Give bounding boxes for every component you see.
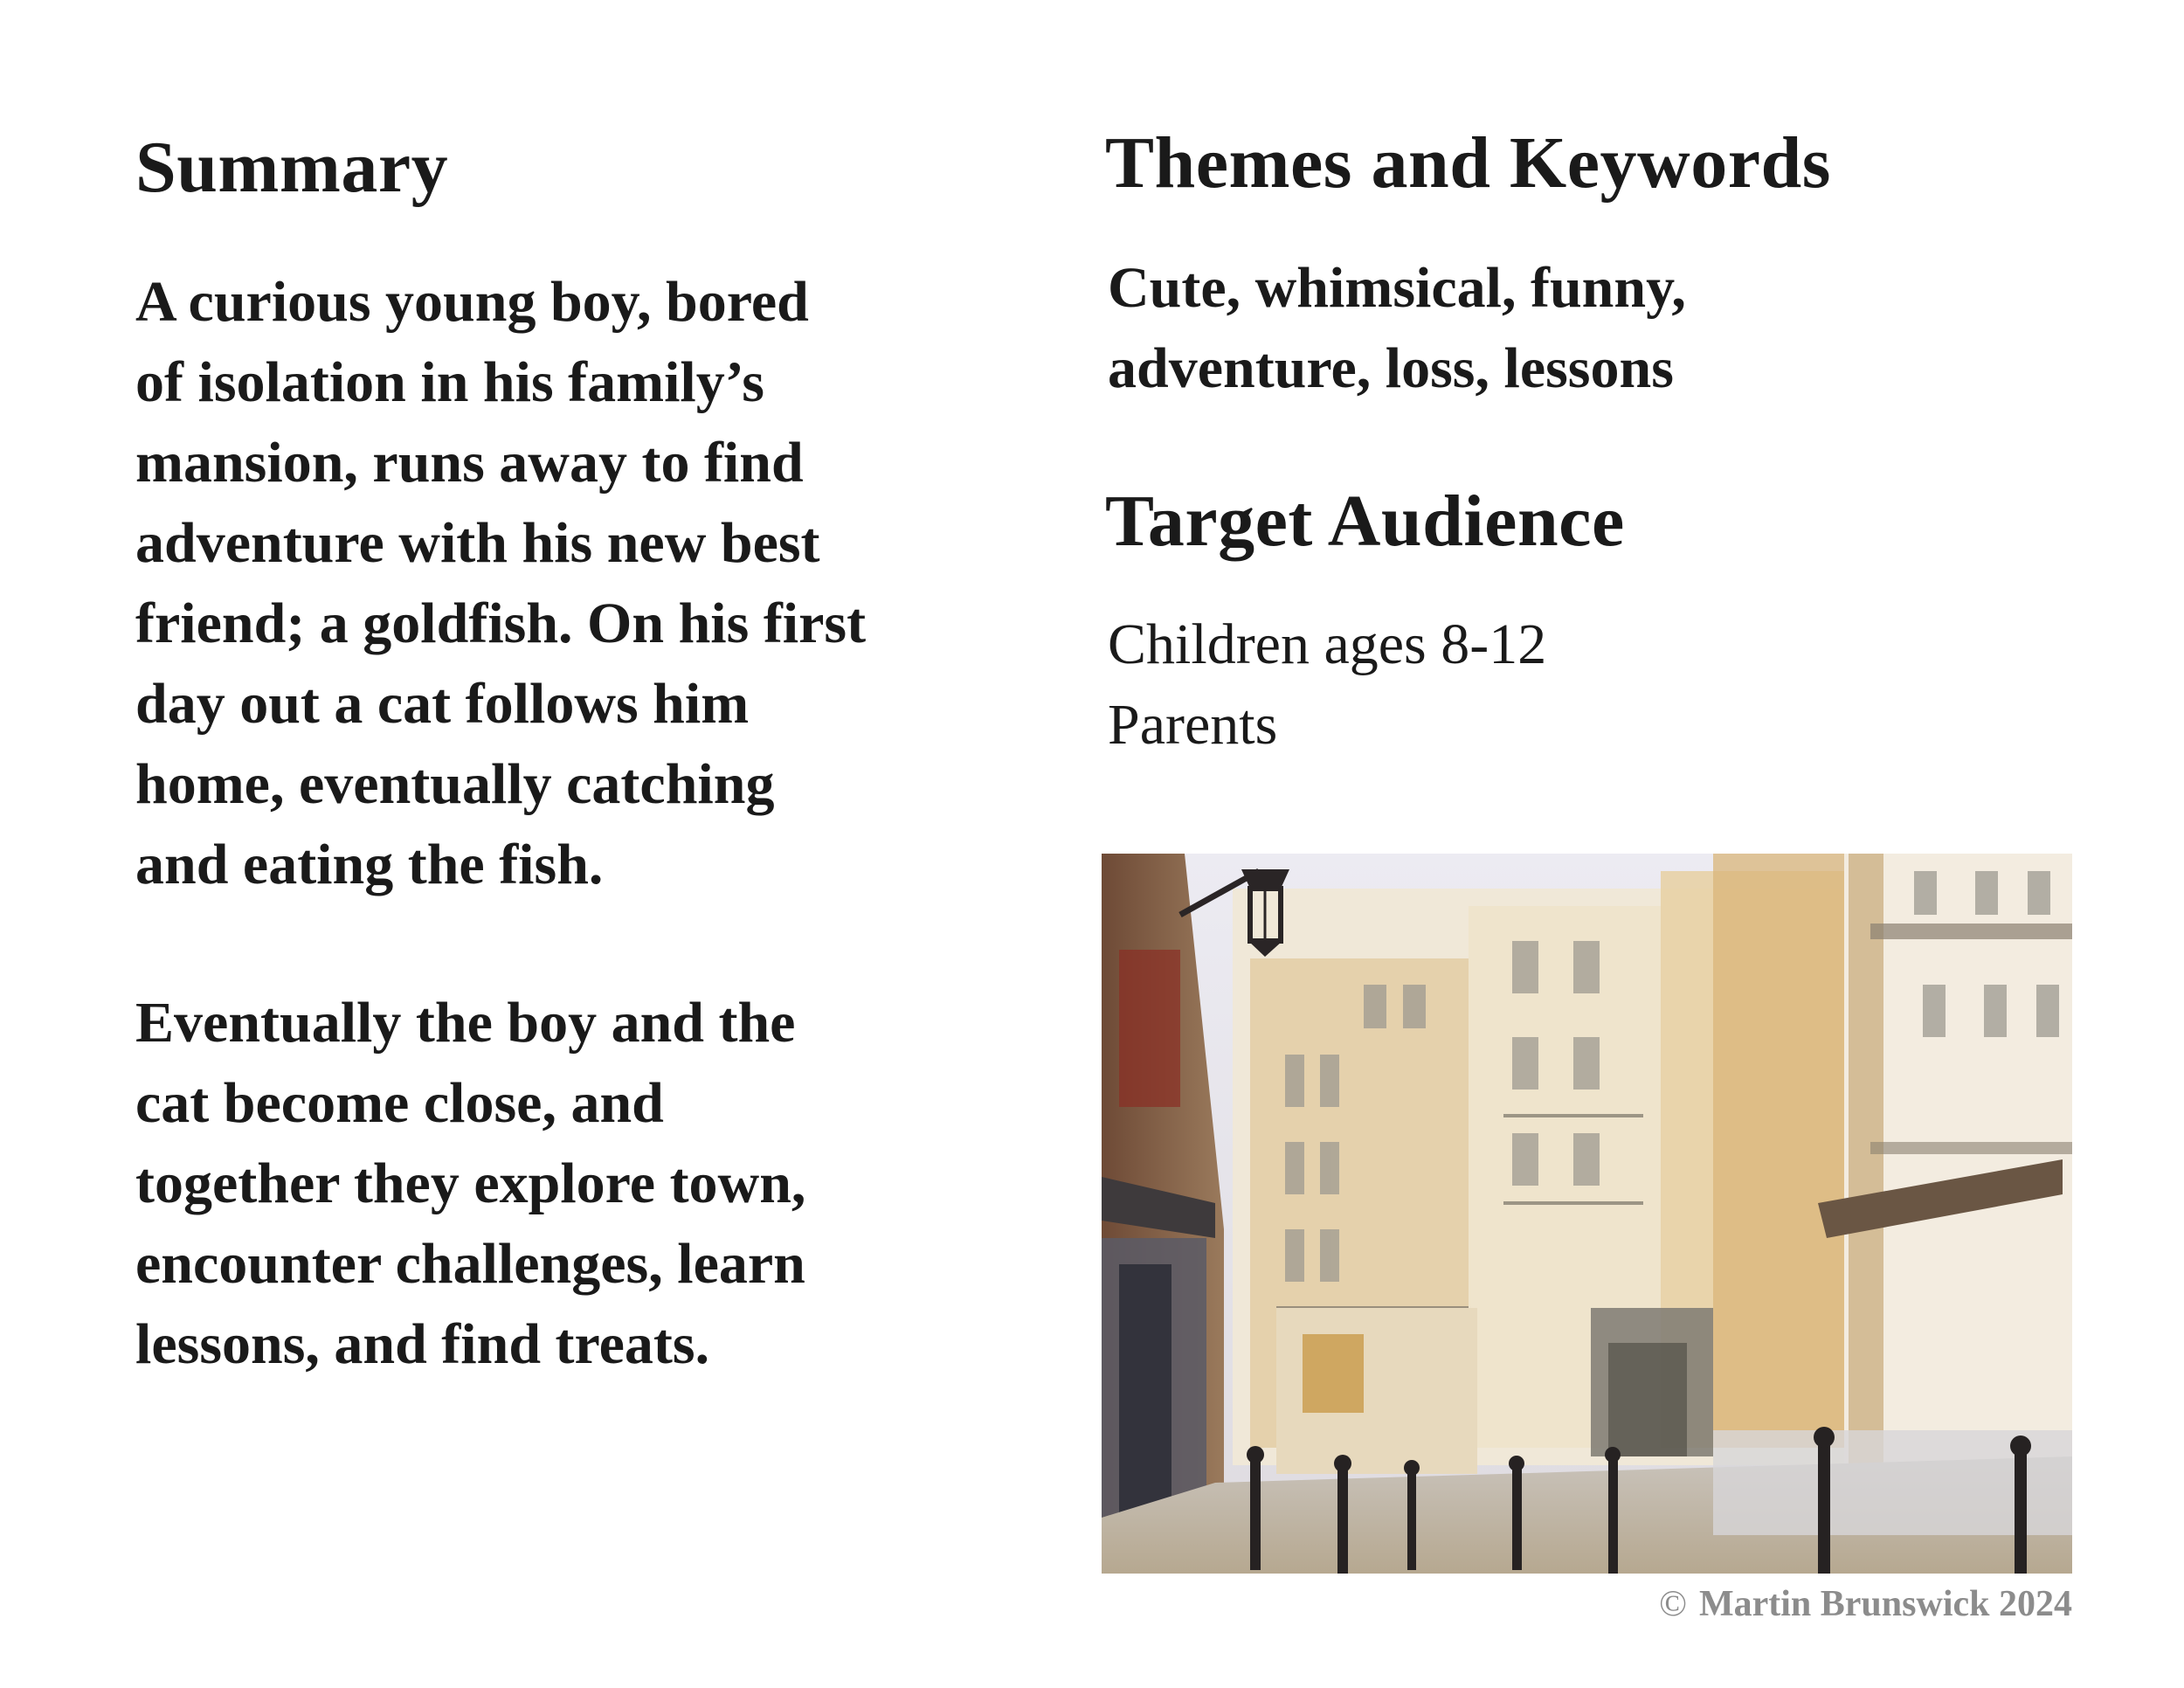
themes-text: Cute, whimsical, funny, adventure, loss, lessons <box>1108 256 1686 400</box>
copyright-credit <box>1623 1583 2072 1625</box>
audience-heading: Target Audience <box>1105 481 1625 562</box>
watercolor-street-illustration <box>1102 854 2072 1574</box>
summary-paragraph-2: Eventually the boy and the cat become close, and together they explore town, encounter challenges, learn lessons, and find treats. <box>135 991 806 1376</box>
credit-text: Martin Brunswick 2024 <box>1698 1584 2072 1624</box>
summary-heading: Summary <box>135 127 449 208</box>
themes-heading: Themes and Keywords <box>1105 122 1831 204</box>
copyright-icon: © <box>1659 1584 1687 1624</box>
summary-paragraph-1: A curious young boy, bored of isolation in his family’s mansion, runs away to find adventure with his new best friend; a goldfish. On his first day out a cat follows him home, eventually catching and eating the fish. <box>135 270 867 896</box>
audience-text: Children ages 8-12 Parents <box>1108 612 1547 757</box>
